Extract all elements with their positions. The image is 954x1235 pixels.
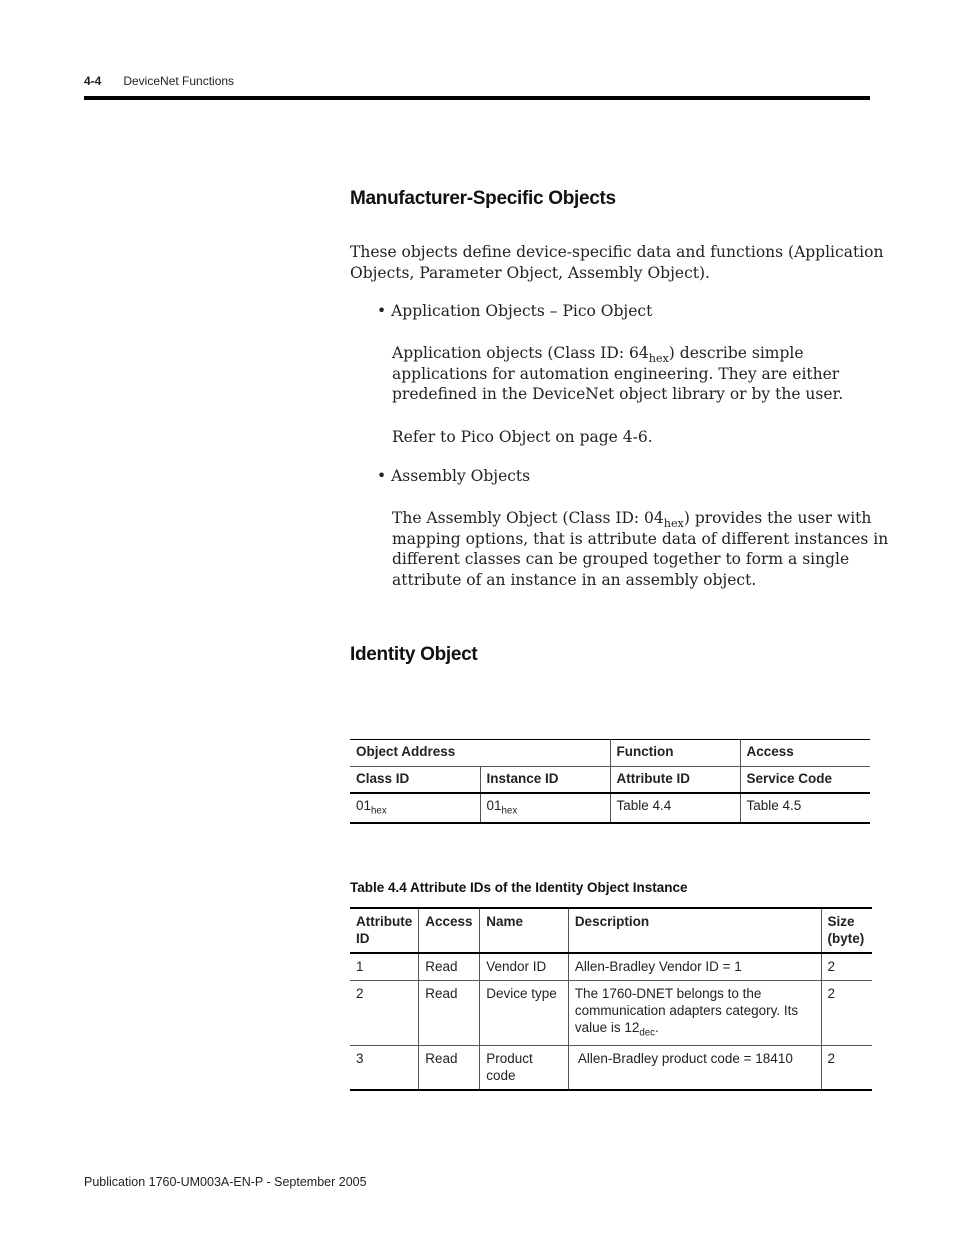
table-cell: Read [419, 953, 480, 981]
table-row [350, 793, 870, 823]
text: Attribute [356, 914, 413, 929]
table-cell: 1 [350, 953, 419, 981]
text: Application objects (Class ID: 64 [392, 344, 649, 362]
bullet-title: Assembly Objects [391, 467, 531, 485]
attribute-ids-table [350, 907, 872, 1091]
text: predefined in the DeviceNet object library or by the user. [392, 385, 844, 403]
subscript: hex [648, 351, 669, 365]
table-header-cell: Attribute ID [610, 767, 740, 794]
text: different classes can be grouped together to form a single [392, 550, 850, 568]
table-caption: Table 4.4 Attribute IDs of the Identity Object Instance [350, 880, 688, 895]
table-cell: Vendor ID [480, 953, 569, 981]
table-cell: Read [419, 1046, 480, 1091]
bullet-application-objects [377, 302, 652, 320]
table-header-cell: Access [419, 908, 480, 953]
table-header-cell [350, 908, 419, 953]
table-row [350, 740, 870, 767]
page-number: 4-4 [84, 74, 102, 88]
text: ID [356, 931, 370, 946]
intro-line-1: These objects define device-specific data and functions (Application [350, 243, 884, 261]
table-cell: 2 [350, 981, 419, 1046]
table-cell [350, 793, 480, 823]
table-header-cell: Service Code [740, 767, 870, 794]
text: ) describe simple [668, 344, 804, 362]
table-cell [568, 981, 821, 1046]
bullet-marker: • [377, 302, 387, 320]
text: The Assembly Object (Class ID: 04 [392, 509, 664, 527]
application-objects-description [392, 343, 843, 405]
text: mapping options, that is attribute data of different instances in [392, 529, 889, 548]
table-header-cell: Class ID [350, 767, 480, 794]
intro-paragraph [350, 242, 883, 283]
section-heading-manufacturer: Manufacturer-Specific Objects [350, 188, 616, 209]
text: (byte) [827, 931, 865, 946]
identity-object-address-table [350, 739, 870, 824]
pico-object-reference: Refer to Pico Object on page 4-6. [392, 428, 653, 446]
text: applications for automation engineering. They are either [392, 364, 840, 383]
table-header-cell: Description [568, 908, 821, 953]
table-header-row [350, 908, 872, 953]
table-row [350, 767, 870, 794]
table-header-cell [821, 908, 872, 953]
table-cell [480, 793, 610, 823]
table-cell: 2 [821, 953, 872, 981]
subscript: hex [663, 516, 684, 530]
bullet-title: Application Objects – Pico Object [391, 302, 653, 320]
table-cell: Allen-Bradley Vendor ID = 1 [568, 953, 821, 981]
running-header [84, 74, 234, 88]
table-cell: Table 4.5 [740, 793, 870, 823]
table-cell: Device type [480, 981, 569, 1046]
text: . [655, 1020, 659, 1035]
chapter-title: DeviceNet Functions [123, 74, 235, 88]
subscript: dec [639, 1027, 656, 1039]
publication-footer: Publication 1760-UM003A-EN-P - September 2005 [84, 1175, 367, 1189]
text: attribute of an instance in an assembly object. [392, 570, 757, 589]
table-header-cell: Instance ID [480, 767, 610, 794]
table-cell: 2 [821, 1046, 872, 1091]
table-header-cell: Access [740, 740, 870, 767]
table-cell: Product code [480, 1046, 569, 1091]
subscript: hex [501, 805, 518, 817]
text: ) provides the user with [683, 509, 872, 527]
table-header-cell: Object Address [350, 740, 610, 767]
intro-line-2: Objects, Parameter Object, Assembly Object). [350, 263, 710, 282]
bullet-marker: • [377, 467, 387, 485]
text: communication adapters category. Its [574, 1003, 799, 1018]
table-cell: Allen-Bradley product code = 18410 [568, 1046, 821, 1091]
text: The 1760-DNET belongs to the [574, 986, 762, 1001]
text: 01 [486, 798, 502, 813]
table-row [350, 981, 872, 1046]
subscript: hex [371, 805, 387, 817]
text: value is 12 [574, 1020, 640, 1035]
table-header-cell: Function [610, 740, 740, 767]
assembly-objects-description [392, 508, 888, 590]
table-cell: Table 4.4 [610, 793, 740, 823]
table-cell: 2 [821, 981, 872, 1046]
text: Size [827, 914, 855, 929]
table-cell: 3 [356, 1051, 364, 1066]
section-heading-identity: Identity Object [350, 644, 478, 665]
table-row [350, 953, 872, 981]
text: 01 [356, 798, 372, 813]
table-row [350, 1046, 872, 1091]
table-header-cell: Name [480, 908, 569, 953]
header-rule [84, 96, 870, 100]
table-cell: Read [419, 981, 480, 1046]
bullet-assembly-objects [377, 467, 530, 485]
